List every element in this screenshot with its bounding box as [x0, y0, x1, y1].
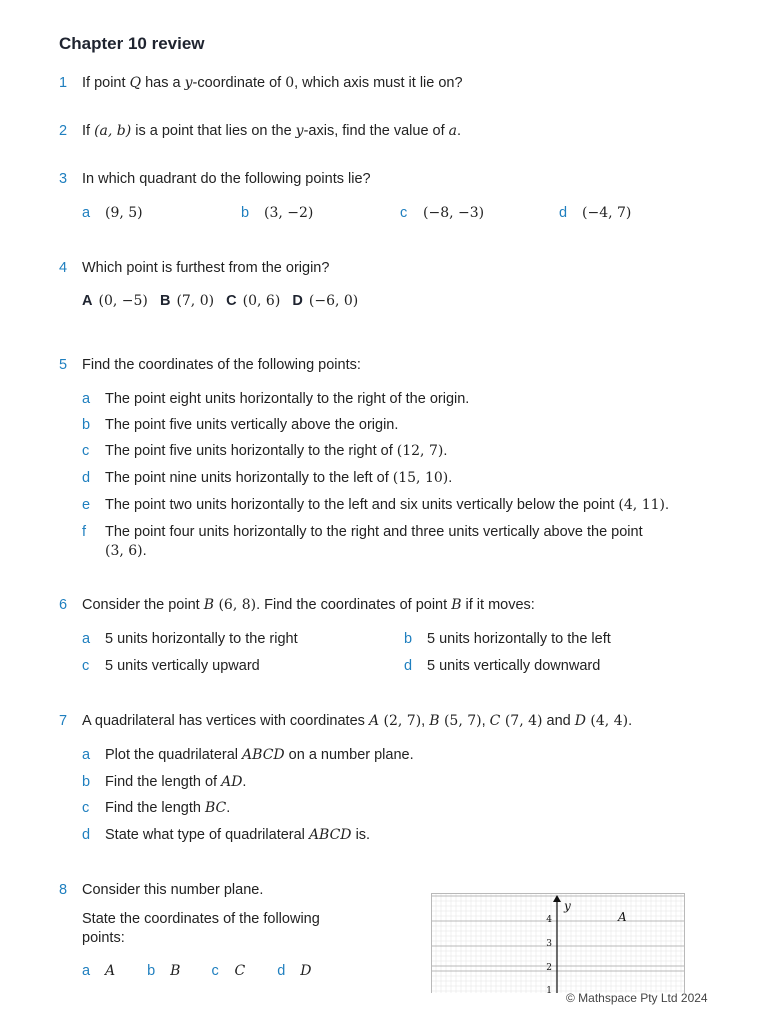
- q7-part-b: [82, 773, 246, 791]
- q7-part-d: [82, 826, 370, 844]
- part-letter: a: [82, 631, 91, 647]
- part-letter: f: [82, 524, 87, 540]
- q5-part-f: [82, 523, 643, 541]
- part-letter: d: [277, 963, 286, 979]
- q3-part-c: [400, 204, 484, 222]
- text: .: [628, 713, 633, 729]
- text: .: [226, 800, 231, 816]
- part-letter: d: [404, 658, 413, 674]
- math-var: a: [448, 123, 458, 139]
- part-text: Find the length of: [105, 774, 222, 790]
- math: (0, 6): [242, 293, 281, 309]
- text: .: [457, 123, 462, 139]
- q6-part-a: [82, 630, 298, 648]
- y-tick-label: 1: [546, 986, 552, 993]
- question-number: 7: [59, 713, 68, 729]
- part-text: The point four units horizontally to the right and three units vertically above the point: [105, 524, 643, 540]
- q8-instruction-line-2: points:: [82, 930, 125, 946]
- part-letter: c: [400, 205, 408, 221]
- q3-part-d: [559, 204, 631, 222]
- part-text: The point nine units horizontally to the left of: [105, 470, 393, 486]
- option-label: D: [292, 293, 303, 309]
- text: .: [242, 774, 247, 790]
- y-tick-label: 4: [546, 915, 552, 925]
- text: .: [664, 497, 669, 513]
- y-tick-label: 2: [546, 963, 552, 973]
- q6-part-d: [404, 657, 600, 675]
- q5-part-e: [82, 496, 669, 514]
- math: (0, −5): [98, 293, 148, 309]
- part-text: The point five units vertically above the origin.: [105, 417, 399, 433]
- text: .: [448, 470, 453, 486]
- q8-parts: [82, 962, 311, 980]
- math-var: ABCD: [308, 827, 352, 843]
- math-var: Q: [129, 75, 142, 91]
- math: (6, 8): [214, 597, 257, 613]
- math: (7, 4): [500, 713, 543, 729]
- option-label: B: [159, 293, 171, 309]
- part-text: 5 units vertically downward: [427, 658, 601, 674]
- part-text: State what type of quadrilateral: [105, 827, 309, 843]
- math-var: ABCD: [242, 747, 285, 763]
- part-letter: a: [82, 963, 91, 979]
- q3-part-b: [241, 204, 313, 222]
- part-letter: d: [82, 827, 91, 843]
- math: (15, 10): [392, 470, 449, 486]
- math-var: A: [105, 963, 116, 979]
- math-var: B: [429, 713, 440, 729]
- question-number: 4: [59, 260, 68, 276]
- math-var: BC: [204, 800, 227, 816]
- math-var: B: [170, 963, 181, 979]
- q3-part-a: [82, 204, 143, 222]
- part-letter: b: [147, 963, 156, 979]
- part-text: 5 units vertically upward: [105, 658, 260, 674]
- q6-part-c: [82, 657, 260, 675]
- part-letter: c: [82, 443, 90, 459]
- part-letter: a: [82, 391, 91, 407]
- part-text: The point two units horizontally to the left and six units vertically below the point: [105, 497, 619, 513]
- q5-part-b: [82, 416, 398, 434]
- option-label: C: [226, 293, 237, 309]
- text: -axis, find the value of: [303, 123, 449, 139]
- part-text: The point eight units horizontally to the right of the origin.: [105, 391, 470, 407]
- part-letter: b: [82, 417, 91, 433]
- q5-part-c: [82, 442, 447, 460]
- part-letter: c: [211, 963, 219, 979]
- text: on a number plane.: [284, 747, 414, 763]
- math: (−8, −3): [423, 205, 485, 221]
- y-axis-label: y: [564, 899, 571, 913]
- text: and: [542, 713, 575, 729]
- question-text: Which point is furthest from the origin?: [82, 260, 330, 276]
- math-var: C: [234, 963, 246, 979]
- math-var: A: [368, 713, 380, 729]
- part-letter: b: [404, 631, 413, 647]
- copyright-notice: © Mathspace Pty Ltd 2024: [566, 991, 708, 1005]
- q7-part-c: [82, 799, 230, 817]
- part-letter: c: [82, 800, 90, 816]
- math: (3, −2): [264, 205, 314, 221]
- text: -coordinate of: [192, 75, 286, 91]
- question-number: 2: [59, 123, 68, 139]
- question-text: [82, 596, 535, 614]
- part-letter: d: [82, 470, 91, 486]
- question-text: [82, 122, 461, 140]
- number-plane-graph: [431, 893, 685, 993]
- text: is a point that lies on the: [131, 123, 296, 139]
- part-text: Plot the quadrilateral: [105, 747, 243, 763]
- question-text: [82, 74, 463, 92]
- part-letter: b: [82, 774, 91, 790]
- math-var: y: [295, 123, 304, 139]
- text: If point: [82, 75, 130, 91]
- q8-instruction-line-1: State the coordinates of the following: [82, 911, 320, 927]
- text: If: [82, 123, 95, 139]
- part-letter: b: [241, 205, 250, 221]
- question-number: 3: [59, 171, 68, 187]
- q5-part-a: [82, 390, 469, 408]
- part-text: Find the length: [105, 800, 205, 816]
- text: .: [142, 543, 147, 559]
- question-text: Find the coordinates of the following points:: [82, 357, 361, 373]
- question-number: 1: [59, 75, 68, 91]
- math: (3, 6): [105, 543, 143, 559]
- math: (12, 7): [396, 443, 444, 459]
- math: (4, 4): [585, 713, 629, 729]
- q4-options: [82, 292, 358, 310]
- math: 0: [285, 75, 295, 91]
- option-label: A: [82, 293, 93, 309]
- text: if it moves:: [461, 597, 535, 613]
- text: has a: [141, 75, 185, 91]
- question-number: 6: [59, 597, 68, 613]
- question-number: 8: [59, 882, 68, 898]
- y-tick-label: 3: [546, 939, 552, 949]
- q5-part-d: [82, 469, 452, 487]
- question-text: In which quadrant do the following points lie?: [82, 171, 371, 187]
- point-label-a: A: [618, 910, 627, 924]
- text: is.: [351, 827, 371, 843]
- part-text: 5 units horizontally to the right: [105, 631, 298, 647]
- grid-border: [432, 894, 685, 994]
- part-letter: d: [559, 205, 568, 221]
- part-letter: c: [82, 658, 90, 674]
- part-letter: a: [82, 747, 91, 763]
- math: (5, 7): [439, 713, 482, 729]
- q5-part-f-continued: [105, 542, 147, 560]
- q7-part-a: [82, 746, 414, 764]
- text: ,: [481, 713, 490, 729]
- math: (−6, 0): [308, 293, 359, 309]
- part-letter: e: [82, 497, 91, 513]
- text: .: [443, 443, 448, 459]
- text: , which axis must it lie on?: [294, 75, 463, 91]
- math: (a, b): [94, 123, 132, 139]
- text: Consider the point: [82, 597, 204, 613]
- math: (−4, 7): [582, 205, 632, 221]
- math-var: y: [184, 75, 193, 91]
- question-text: [82, 712, 632, 730]
- text: . Find the coordinates of point: [256, 597, 452, 613]
- text: A quadrilateral has vertices with coordinates: [82, 713, 369, 729]
- part-letter: a: [82, 205, 91, 221]
- q6-part-b: [404, 630, 611, 648]
- math-var: B: [203, 597, 215, 613]
- question-text: Consider this number plane.: [82, 882, 264, 898]
- math-var: D: [574, 713, 586, 729]
- text: ,: [421, 713, 430, 729]
- part-text: The point five units horizontally to the right of: [105, 443, 397, 459]
- page-title: Chapter 10 review: [59, 34, 205, 53]
- question-number: 5: [59, 357, 68, 373]
- math: (2, 7): [379, 713, 422, 729]
- math: (4, 11): [618, 497, 665, 513]
- math-var: AD: [221, 774, 243, 790]
- math: (9, 5): [105, 205, 143, 221]
- math-var: C: [489, 713, 501, 729]
- math-var: B: [451, 597, 462, 613]
- grid: [431, 893, 685, 993]
- math-var: D: [300, 963, 312, 979]
- part-text: 5 units horizontally to the left: [427, 631, 611, 647]
- math: (7, 0): [176, 293, 215, 309]
